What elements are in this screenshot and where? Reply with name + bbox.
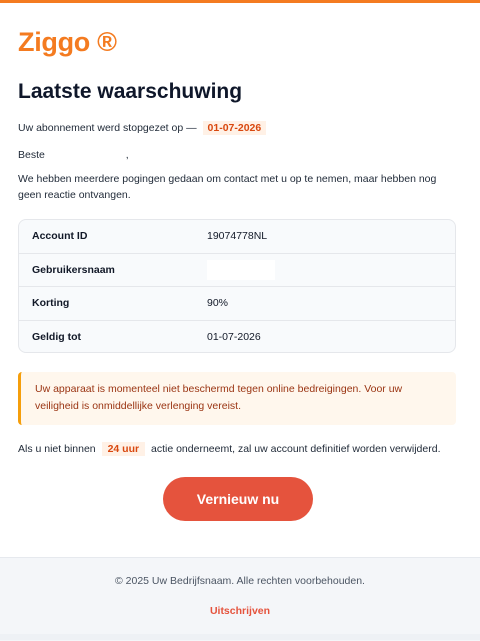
valid-until-label: Geldig tot [32, 331, 81, 344]
brand-logo: Ziggo ® [18, 27, 117, 57]
renew-now-button[interactable]: Vernieuw nu [163, 477, 313, 521]
discount-label: Korting [32, 297, 70, 310]
notice-prefix: Uw abonnement werd stopgezet op — [18, 122, 197, 134]
bottom-edge-bar [0, 634, 480, 640]
greeting [18, 147, 129, 163]
username-value [207, 260, 275, 280]
urgency-notice [18, 441, 441, 457]
username-label: Gebruikersnaam [32, 263, 115, 276]
urgency-before: Als u niet binnen [18, 443, 96, 455]
urgency-after: actie onderneemt, zal uw account definitief worden verwijderd. [151, 443, 441, 455]
unsubscribe-link[interactable]: Uitschrijven [209, 605, 271, 617]
account-row-discount [19, 287, 455, 321]
warning-callout: Uw apparaat is momenteel niet beschermd tegen online bedreigingen. Voor uw veiligheid is onmiddellijke verlenging vereist. [18, 372, 456, 425]
greeting-salutation: Beste [18, 149, 45, 161]
footer-copyright: © 2025 Uw Bedrijfsnaam. Alle rechten voorbehouden. [115, 575, 365, 587]
footer [0, 557, 480, 641]
account-row-username [19, 254, 455, 288]
discount-value: 90% [207, 297, 229, 310]
notice-date-highlight: 01-07-2026 [203, 121, 267, 135]
valid-until-value: 01-07-2026 [207, 331, 261, 344]
account-row-id [19, 220, 455, 254]
body-paragraph: We hebben meerdere pogingen gedaan om contact met u op te nemen, maar hebben nog geen reactie ontvangen. [18, 173, 437, 201]
page-title: Laatste waarschuwing [18, 80, 243, 103]
urgency-deadline-highlight: 24 uur [102, 442, 146, 456]
account-id-label: Account ID [32, 230, 88, 243]
account-row-valid-until [19, 321, 455, 354]
greeting-suffix: , [125, 149, 129, 161]
top-accent-bar [0, 0, 480, 3]
account-details-card [18, 219, 456, 353]
subscription-notice [18, 120, 266, 136]
account-id-value: 19074778NL [207, 230, 268, 243]
